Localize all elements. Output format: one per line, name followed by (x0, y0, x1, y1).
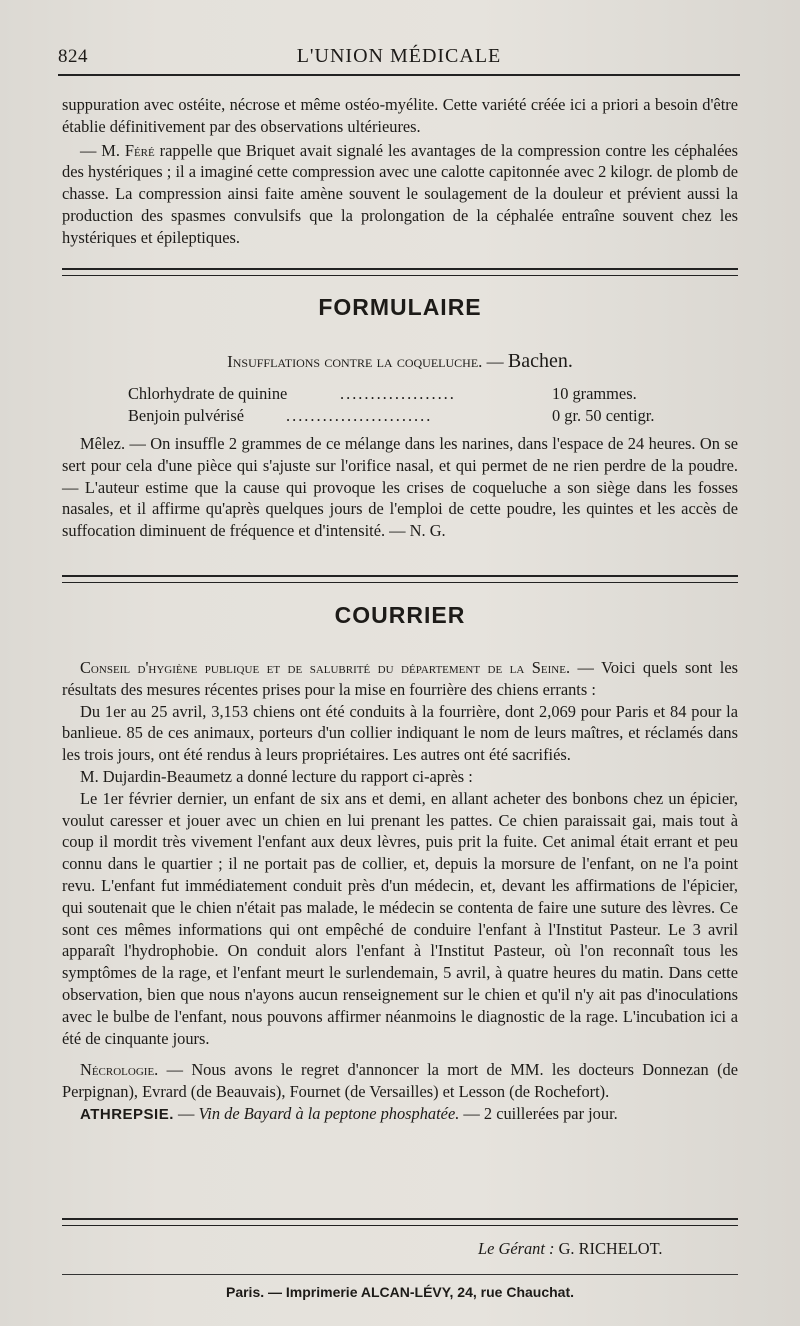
page-header (58, 44, 740, 76)
bottom-divider (62, 1218, 738, 1226)
leader-dots: ........................ (286, 406, 433, 425)
intro-section (62, 94, 738, 249)
formulaire-title: FORMULAIRE (318, 294, 482, 320)
athrepsie-remedy: Vin de Bayard à la peptone phosphatée. (198, 1103, 460, 1123)
athrepsie-paragraph (62, 1103, 738, 1126)
leader-dots: ................... (340, 384, 456, 403)
conseil-text: — Voici quels sont les résultats des mesures récentes prises pour la mise en fourrière des chiens errants : (62, 658, 739, 699)
athrepsie-heading: ATHREPSIE. (80, 1105, 174, 1123)
recipe-name: Insufflations contre la coqueluche. (227, 352, 483, 371)
conseil-heading: Conseil d'hygiène publique et de salubrité du département de la Seine. (80, 658, 571, 677)
formulaire-instructions: Mêlez. — On insuffle 2 grammes de ce mélange dans les narines, dans l'espace de 24 heures. On se sert pour cela d'une pièce qui s'ajuste sur l'orifice nasal, et qui permet de ne rien perdre de la poudre. — L'auteur estime que la cause qui provoque les crises de coqueluche a son siège dans les fosses nasales, et il affirme qu'après quelques jours de l'emploi de cette poudre, les quintes et les accès de suffocation diminuent de fréquence et d'intensité. — N. G. (62, 434, 738, 541)
necrologie-heading: Nécrologie. (80, 1060, 159, 1080)
report-intro: M. Dujardin-Beaumetz a donné lecture du rapport ci-après : (80, 766, 473, 786)
footer-rule (62, 1274, 738, 1275)
report-paragraph: Le 1er février dernier, un enfant de six ans et demi, en allant acheter des bonbons chez un épicier, voulut caresser et jouer avec un chien en lui prenant les pattes. Ce chien paraissait gai, mais tout à coup il mordit très vivement l'enfant aux deux lèvres, puis prit la fuite. Cet animal était errant et peu connu dans le quartier ; il ne portait pas de collier, et, depuis la morsure de l'enfant, on ne l'a point revu. L'enfant fut immédiatement conduit près d'un médecin, et, devant les affirmations de l'épicier, qui soutenait que le chien n'était pas malade, le médecin se contenta de faire une suture des lèvres. Ce sont ces mêmes informations qui ont empêché de conduire l'enfant à l'Institut Pasteur. Le 3 avril apparaît l'hydrophobie. On conduit alors l'enfant à l'Institut Pasteur, où l'on reconnaît tous les symptômes de la rage, et l'enfant meurt le surlendemain, 5 avril, à quatre heures du matin. Dans cette observation, bien que nous n'ayons aucun renseignement sur le chien et qu'il n'y ait pas d'inoculations avec le bulbe de l'enfant, nous pouvons affirmer néanmoins le diagnostic de la rage. L'incubation ici a été de cinquante jours. (62, 788, 738, 1048)
athrepsie-dose: — 2 cuillerées par jour. (459, 1103, 618, 1123)
signoff (478, 1239, 663, 1259)
ingredient-quantity: 10 grammes. (552, 384, 637, 403)
formulaire-subtitle (62, 350, 738, 373)
necrologie-text: — Nous avons le regret d'annoncer la mort de MM. les docteurs Donnezan (de Perpignan), Evrard (de Beauvais), Fournet (de Versailles) et Lesson (de Rochefort). (62, 1060, 738, 1102)
formulaire-body (62, 433, 738, 542)
signoff-label: Le Gérant : (478, 1239, 555, 1258)
recipe-author: Bachen. (507, 350, 573, 372)
page-number: 824 (58, 46, 88, 67)
stats-paragraph: Du 1er au 25 avril, 3,153 chiens ont été conduits à la fourrière, dont 2,069 pour Paris et 84 pour la banlieue. 85 de ces animaux, porteurs d'un collier indiquant le nom de leurs maîtres, et réclamés dans les trois jours, ont été rendus à leurs propriétaires. Les autres ont été sacrifiés. (62, 701, 738, 765)
section-divider (62, 575, 738, 583)
running-title: L'UNION MÉDICALE (296, 45, 502, 67)
continued-paragraph: suppuration avec ostéite, nécrose et même ostéo-myélite. Cette variété créée ici a priori a besoin d'être établie définitivement par des observations ultérieures. (62, 95, 738, 136)
ingredient-quantity: 0 gr. 50 centigr. (552, 406, 655, 425)
conseil-paragraph (62, 657, 738, 701)
athrepsie-dash: — (173, 1103, 199, 1123)
fere-paragraph (62, 140, 738, 249)
ingredient-name: Chlorhydrate de quinine (128, 384, 288, 403)
courrier-body (62, 657, 738, 1126)
recipe-dash: — (482, 352, 508, 371)
section-divider (62, 268, 738, 276)
fere-text: rappelle que Briquet avait signalé les avantages de la compression contre les céphalées des hystériques ; il a imaginé cette compression avec une calotte capitonnée avec 2 kilogr. de plomb de chasse. La compression ainsi faite amène souvent le soulagement de la douleur et prévient aussi la production des spasmes convulsifs que la prolongation de la céphalée entraîne souvent chez les hystériques et épileptiques. (62, 140, 738, 247)
courrier-title: COURRIER (334, 602, 466, 628)
necrologie-paragraph (62, 1059, 738, 1103)
printer-imprint: Paris. — Imprimerie ALCAN-LÉVY, 24, rue Chauchat. (225, 1284, 575, 1300)
ingredient-name: Benjoin pulvérisé (128, 406, 245, 425)
fere-name: Féré (124, 140, 155, 160)
fere-lead: — M. (80, 140, 125, 160)
signoff-name: G. RICHELOT. (554, 1239, 663, 1258)
